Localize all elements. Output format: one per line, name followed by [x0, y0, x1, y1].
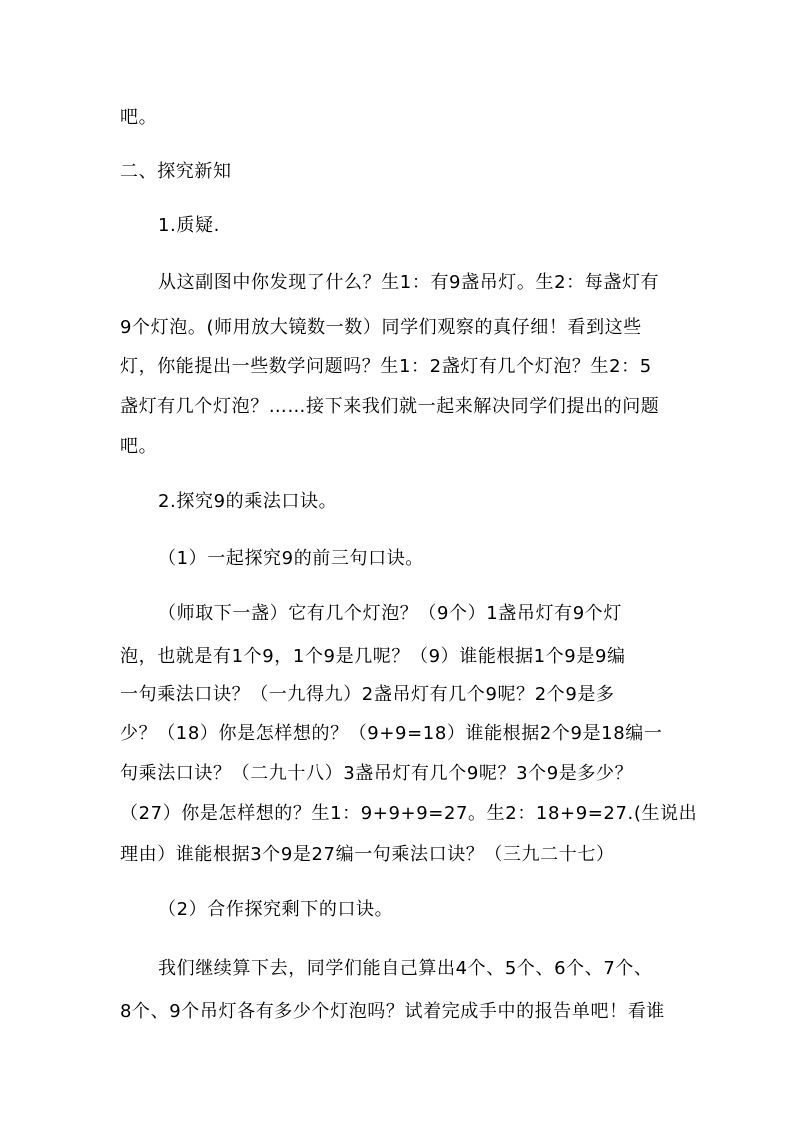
paragraph-line: 灯，你能提出一些数学问题吗？生1：2盏灯有几个灯泡？生2：5: [120, 356, 652, 377]
subheading-first-three: （1）一起探究9的前三句口诀。: [158, 548, 424, 569]
paragraph-line: 一句乘法口诀？（一九得九）2盏吊灯有几个9呢？2个9是多: [120, 684, 615, 705]
subheading-question: 1.质疑.: [158, 215, 220, 236]
paragraph-line: （27）你是怎样想的？生1：9+9+9=27。生2：18+9=27.(生说出: [120, 803, 698, 824]
subheading-multiplication: 2.探究9的乘法口诀。: [158, 491, 338, 512]
paragraph-line: 句乘法口诀？（二九十八）3盏吊灯有几个9呢？3个9是多少？: [120, 763, 634, 784]
paragraph-line: 少？（18）你是怎样想的？（9+9=18）谁能根据2个9是18编一: [120, 723, 663, 744]
paragraph-line: 吧。: [120, 436, 158, 457]
paragraph-line: 9个灯泡。(师用放大镜数一数）同学们观察的真仔细！看到这些: [120, 317, 642, 338]
paragraph-line: 我们继续算下去，同学们能自己算出4个、5个、6个、7个、: [158, 958, 653, 979]
section-heading-explore: 二、探究新知: [120, 161, 232, 182]
paragraph-line: 泡，也就是有1个9，1个9是几呢？（9）谁能根据1个9是9编: [120, 646, 626, 667]
paragraph-line: 理由）谁能根据3个9是27编一句乘法口诀？（三九二十七）: [120, 844, 615, 865]
paragraph-line-continuation: 吧。: [120, 107, 158, 128]
subheading-cooperative: （2）合作探究剩下的口诀。: [158, 899, 394, 920]
paragraph-line: （师取下一盏）它有几个灯泡？（9个）1盏吊灯有9个灯: [158, 603, 622, 624]
paragraph-line: 盏灯有几个灯泡？……接下来我们就一起来解决同学们提出的问题: [120, 396, 660, 417]
paragraph-line: 从这副图中你发现了什么？生1：有9盏吊灯。生2：每盏灯有: [158, 272, 660, 293]
paragraph-line: 8个、9个吊灯各有多少个灯泡吗？试着完成手中的报告单吧！看谁: [120, 1001, 665, 1022]
